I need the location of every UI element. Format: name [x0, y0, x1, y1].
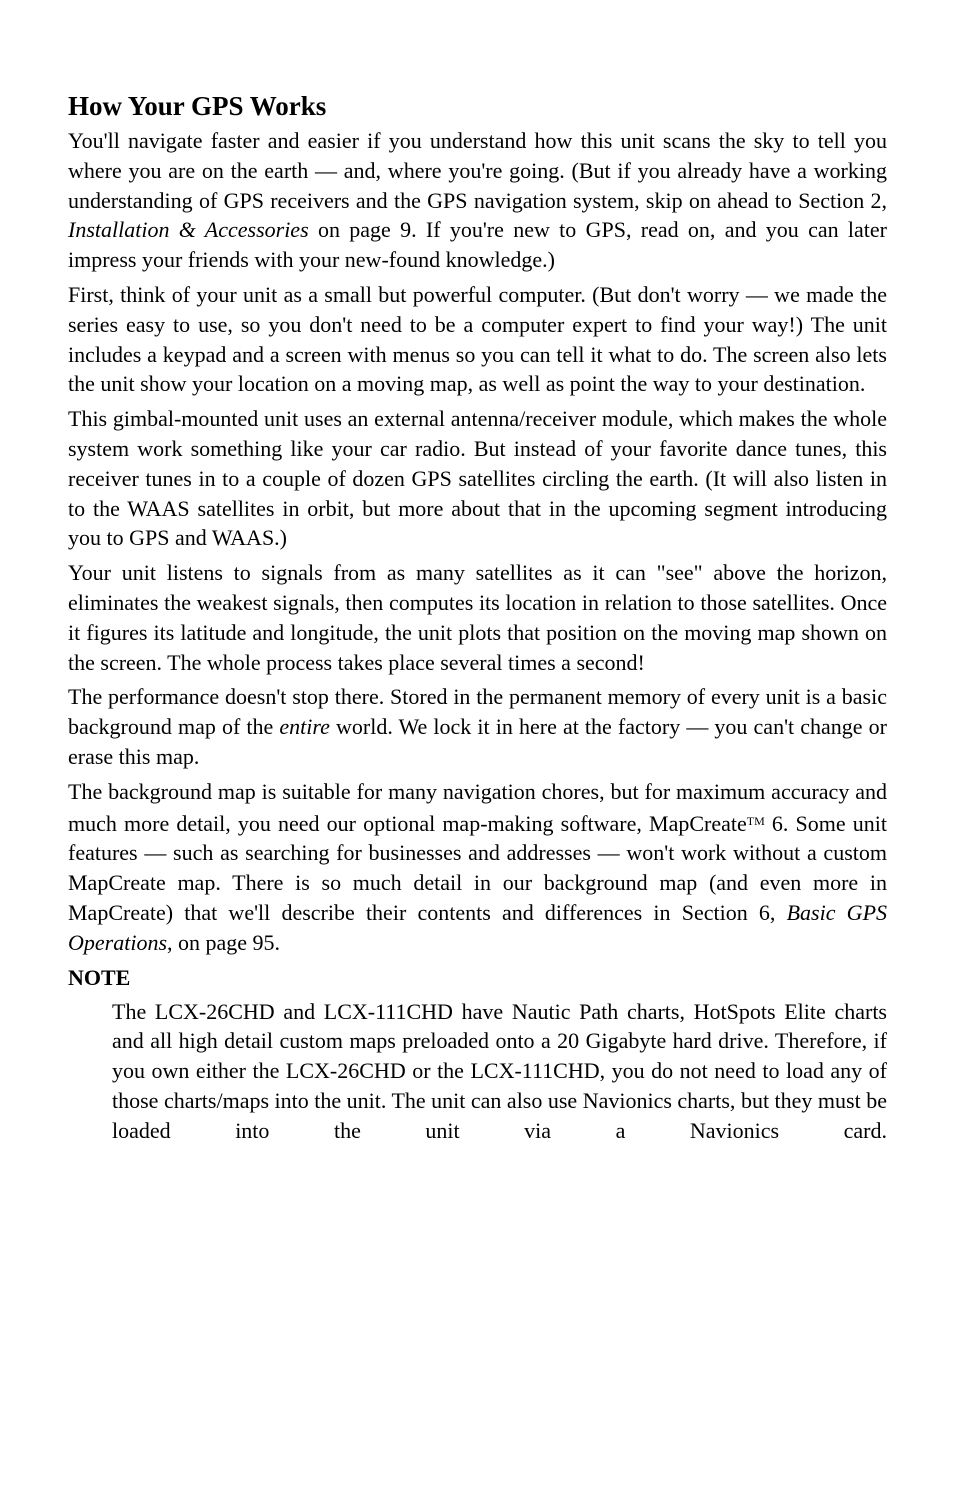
paragraph-computer: First, think of your unit as a small but powerful computer. (But don't worry — we made the series easy to use, so you don't need to be a computer expert to find your way!) The unit includes a keypad and a screen with menus so you can tell it what to do. The screen also lets the unit show your location on a moving map, as well as point the way to your destination. [68, 281, 887, 397]
text-run: You'll navigate faster and easier if you understand how this unit scans the sky to tell you where you are on the earth — and, where you're going. (But if you already have a working understanding of GPS receivers and the GPS navigation system, skip on ahead to Section 2, [68, 128, 887, 213]
italic-reference: Installation & Accessories [68, 217, 309, 243]
text-run: world. We lock it in here at the factory — you can't change or erase this map. [68, 714, 887, 769]
paragraph-background-map [68, 682, 887, 771]
paragraph-intro [68, 126, 887, 275]
trademark-mark: TM [746, 813, 765, 828]
text-run: 6. Some unit features — such as searching for businesses and addresses — won't work without a custom MapCreate map. There is so much detail in our background map (and even more in MapCreate) that we'll describe their contents and differences in Section 6, [68, 810, 887, 925]
note-label: NOTE [68, 964, 131, 990]
italic-emphasis: entire [279, 714, 330, 740]
text-run: The background map is suitable for many navigation chores, but for maximum accuracy and much more detail, you need our optional map-making software, MapCreate [68, 778, 887, 836]
paragraph-satellites: Your unit listens to signals from as many satellites as it can "see" above the horizon, eliminates the weakest signals, then computes its location in relation to those satellites. Once it figures its latitude and longitude, the unit plots that position on the moving map shown on the screen. The whole process takes place several times a second! [68, 560, 887, 675]
note-body [112, 997, 887, 1146]
italic-reference: Basic GPS Operations [68, 899, 888, 955]
note-text: The LCX-26CHD and LCX-111CHD have Nautic Path charts, HotSpots Elite charts and all high detail custom maps preloaded onto a 20 Gigabyte hard drive. Therefore, if you own either the LCX-26CHD or the LCX-111CHD, you do not need to load any of those charts/maps into the unit. The unit can also use Navionics charts, but they must be loaded into the unit via a Navionics card. [112, 998, 887, 1143]
section-heading: How Your GPS Works [68, 91, 327, 121]
text-run: on page 9. If you're new to GPS, read on, and you can later impress your friends with your new-found knowledge.) [68, 217, 887, 273]
text-run: , on page 95. [167, 929, 281, 955]
text-run: The performance doesn't stop there. Stored in the permanent memory of every unit is a basic background map of the [68, 684, 887, 740]
paragraph-mapcreate [68, 777, 887, 958]
document-page [68, 88, 887, 1151]
paragraph-antenna: This gimbal-mounted unit uses an external antenna/receiver module, which makes the whole system work something like your car radio. But instead of your favorite dance tunes, this receiver tunes in to a couple of dozen GPS satellites circling the earth. (It will also listen in to the WAAS satellites in orbit, but more about that in the upcoming segment introducing you to GPS and WAAS.) [68, 406, 887, 551]
